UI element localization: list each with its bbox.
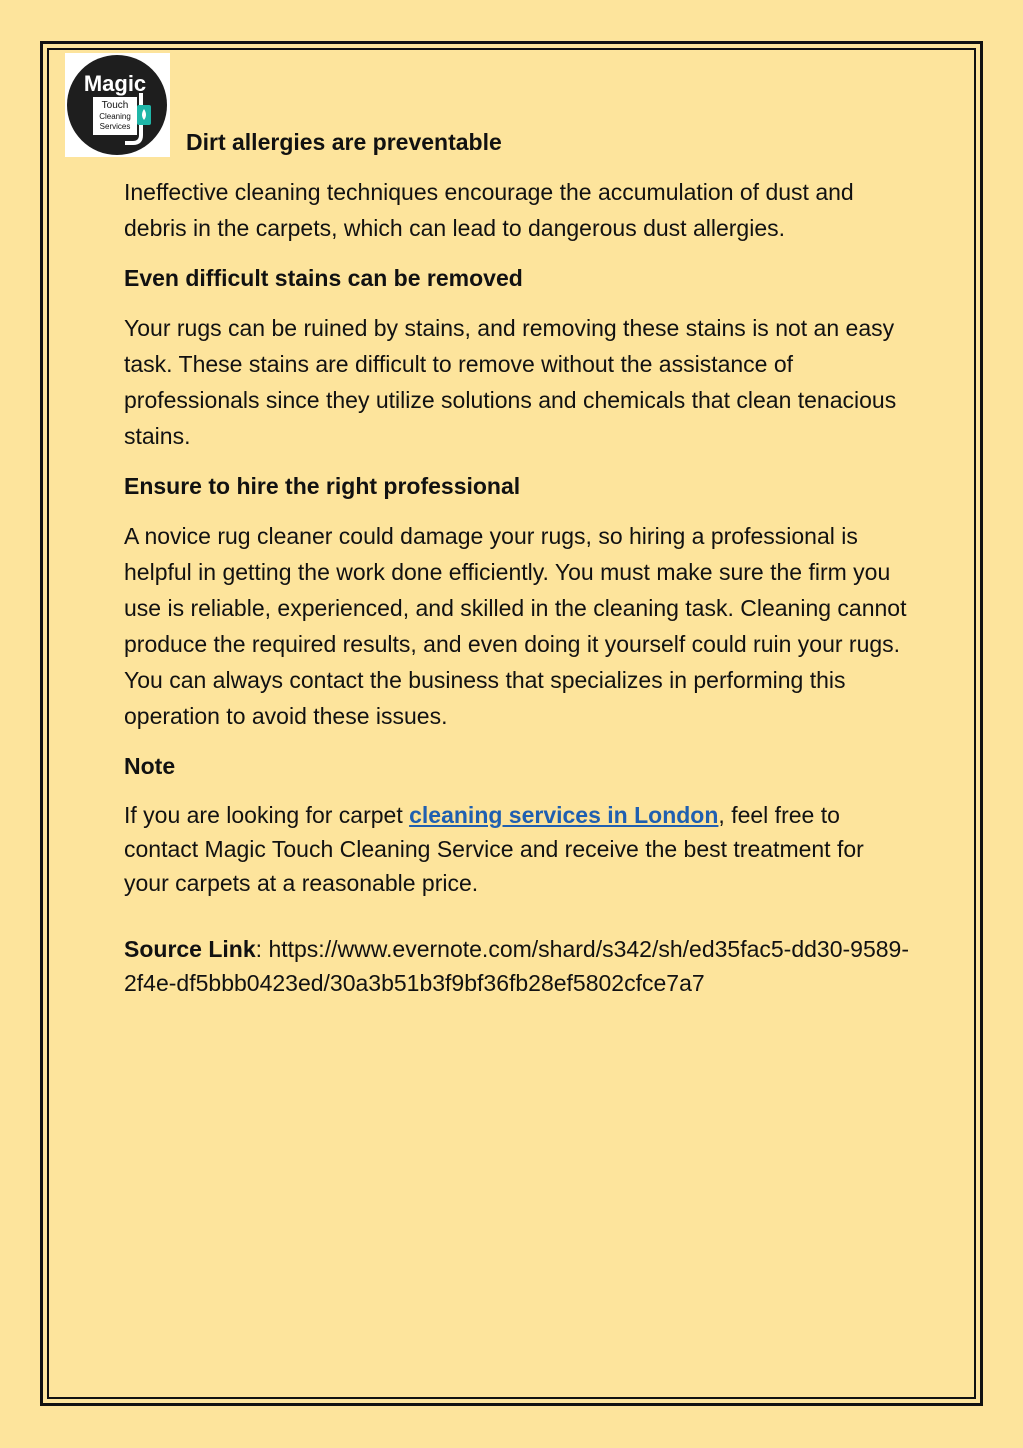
source-link-url[interactable]: https://www.evernote.com/shard/s342/sh/ed35fac5-dd30-9589-2f4e-df5bbb0423ed/30a3b51b3f9bf36fb28ef5802cfce7a7 [124,936,909,996]
note-paragraph [124,798,914,900]
source-link-separator: : [255,936,269,962]
section-body-stains: Your rugs can be ruined by stains, and removing these stains is not an easy task. These stains are difficult to remove without the assistance of professionals since they utilize solutions and chemicals that clean tenacious stains. [124,315,897,449]
logo-text-services: Services [99,122,131,131]
logo-text-magic: Magic [83,71,147,96]
logo-text-touch: Touch [101,100,129,111]
note-text-after-link: , feel free to contact Magic Touch Cleaning Service and receive the best treatment for your carpets at a reasonable price. [124,802,864,896]
source-link-block [124,932,914,1000]
note-text-before-link: If you are looking for carpet [124,802,410,828]
cleaning-services-link[interactable]: cleaning services in London [409,802,719,828]
logo-text-cleaning: Cleaning [99,112,131,121]
note-heading: Note [124,753,176,779]
section-heading-professional: Ensure to hire the right professional [124,473,521,499]
source-link-label: Source Link [124,936,256,962]
document-body [124,124,914,1000]
section-body-professional: A novice rug cleaner could damage your rugs, so hiring a professional is helpful in getting the work done efficiently. You must make sure the firm you use is reliable, experienced, and skilled in the cleaning task. Cleaning cannot produce the required results, and even doing it yourself could ruin your rugs. You can always contact the business that specializes in performing this operation to avoid these issues. [124,523,907,729]
section-body-allergies: Ineffective cleaning techniques encourage the accumulation of dust and debris in the carpets, which can lead to dangerous dust allergies. [124,179,854,241]
section-heading-allergies: Dirt allergies are preventable [186,129,502,155]
section-heading-stains: Even difficult stains can be removed [124,265,523,291]
